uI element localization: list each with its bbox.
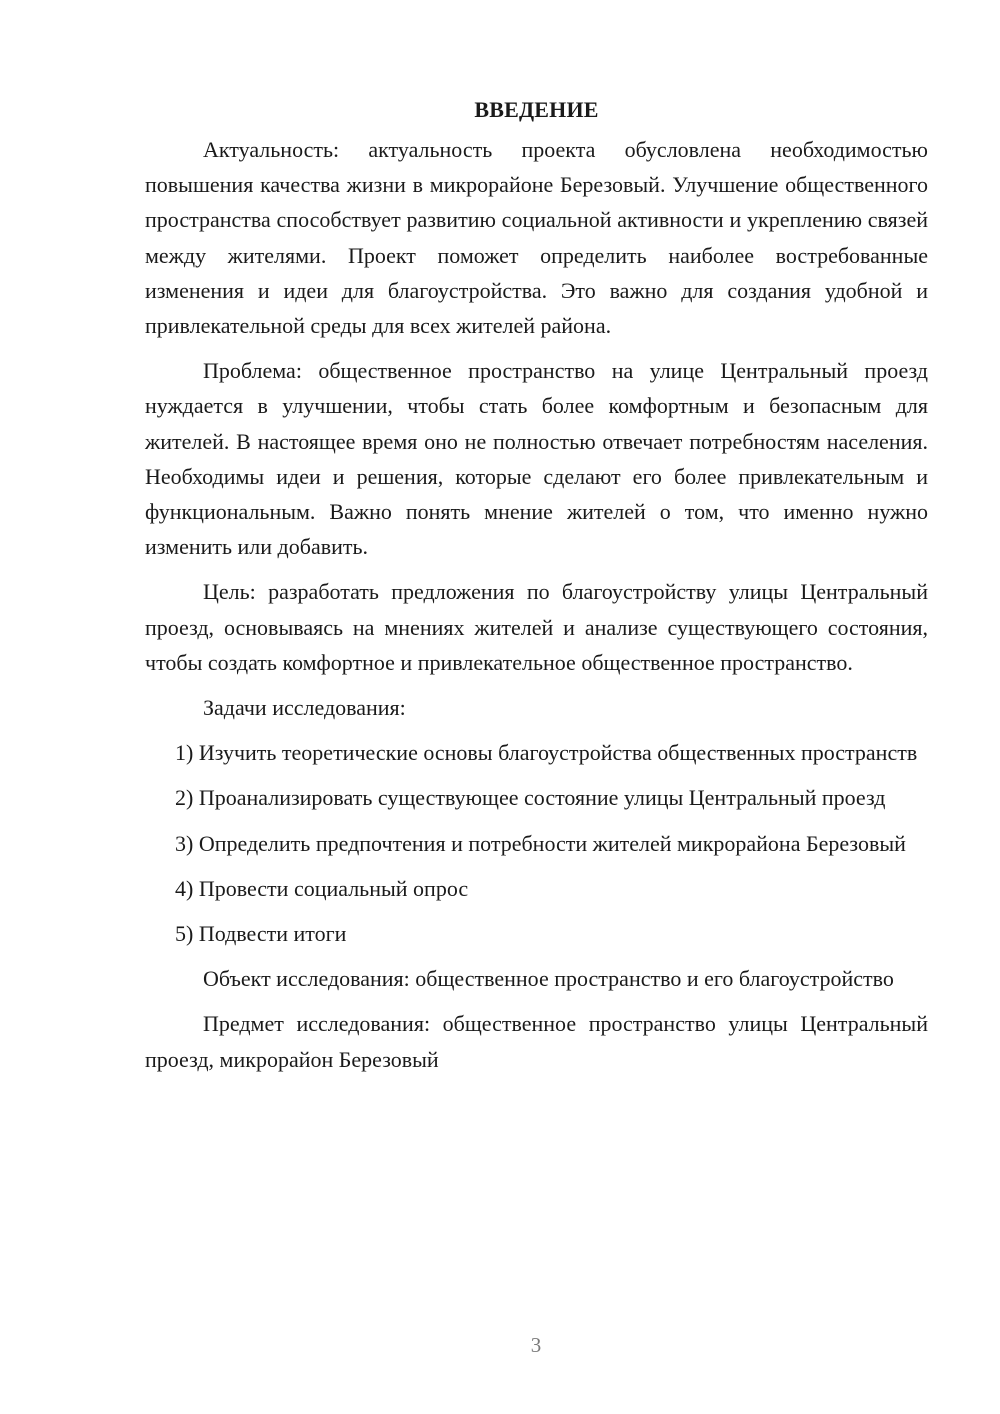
research-subject-paragraph: Предмет исследования: общественное пространство улицы Центральный проезд, микрорайон Березовый (145, 1011, 928, 1072)
research-object-paragraph: Объект исследования: общественное пространство и его благоустройство (203, 966, 894, 992)
document-page (145, 92, 928, 1087)
task-item-5: 5) Подвести итоги (175, 921, 347, 947)
problem-paragraph: Проблема: общественное пространство на улице Центральный проезд нуждается в улучшении, чтобы стать более комфортным и безопасным для жителей. В настоящее время оно не полностью отвечает потребностям населения. Необходимы идеи и решения, которые сделают его более привлекательным и функциональным. Важно понять мнение жителей о том, что именно нужно изменить или добавить. (145, 358, 928, 560)
tasks-heading: Задачи исследования: (203, 695, 406, 721)
task-item-1: 1) Изучить теоретические основы благоустройства общественных пространств (175, 740, 918, 766)
relevance-paragraph: Актуальность: актуальность проекта обусловлена необходимостью повышения качества жизни в микрорайоне Березовый. Улучшение общественного пространства способствует развитию социальной активности и укреплению связей между жителями. Проект поможет определить наиболее востребованные изменения и идеи для благоустройства. Это важно для создания удобной и привлекательной среды для всех жителей района. (145, 137, 928, 339)
goal-paragraph: Цель: разработать предложения по благоустройству улицы Центральный проезд, основываясь на мнениях жителей и анализе существующего состояния, чтобы создать комфортное и привлекательное общественное пространство. (145, 579, 928, 675)
section-heading: ВВЕДЕНИЕ (474, 97, 599, 122)
task-item-4: 4) Провести социальный опрос (175, 875, 469, 901)
task-item-2: 2) Проанализировать существующее состояние улицы Центральный проезд (175, 785, 886, 811)
task-item-3: 3) Определить предпочтения и потребности жителей микрорайона Березовый (175, 830, 906, 856)
page-number: 3 (530, 1333, 542, 1357)
